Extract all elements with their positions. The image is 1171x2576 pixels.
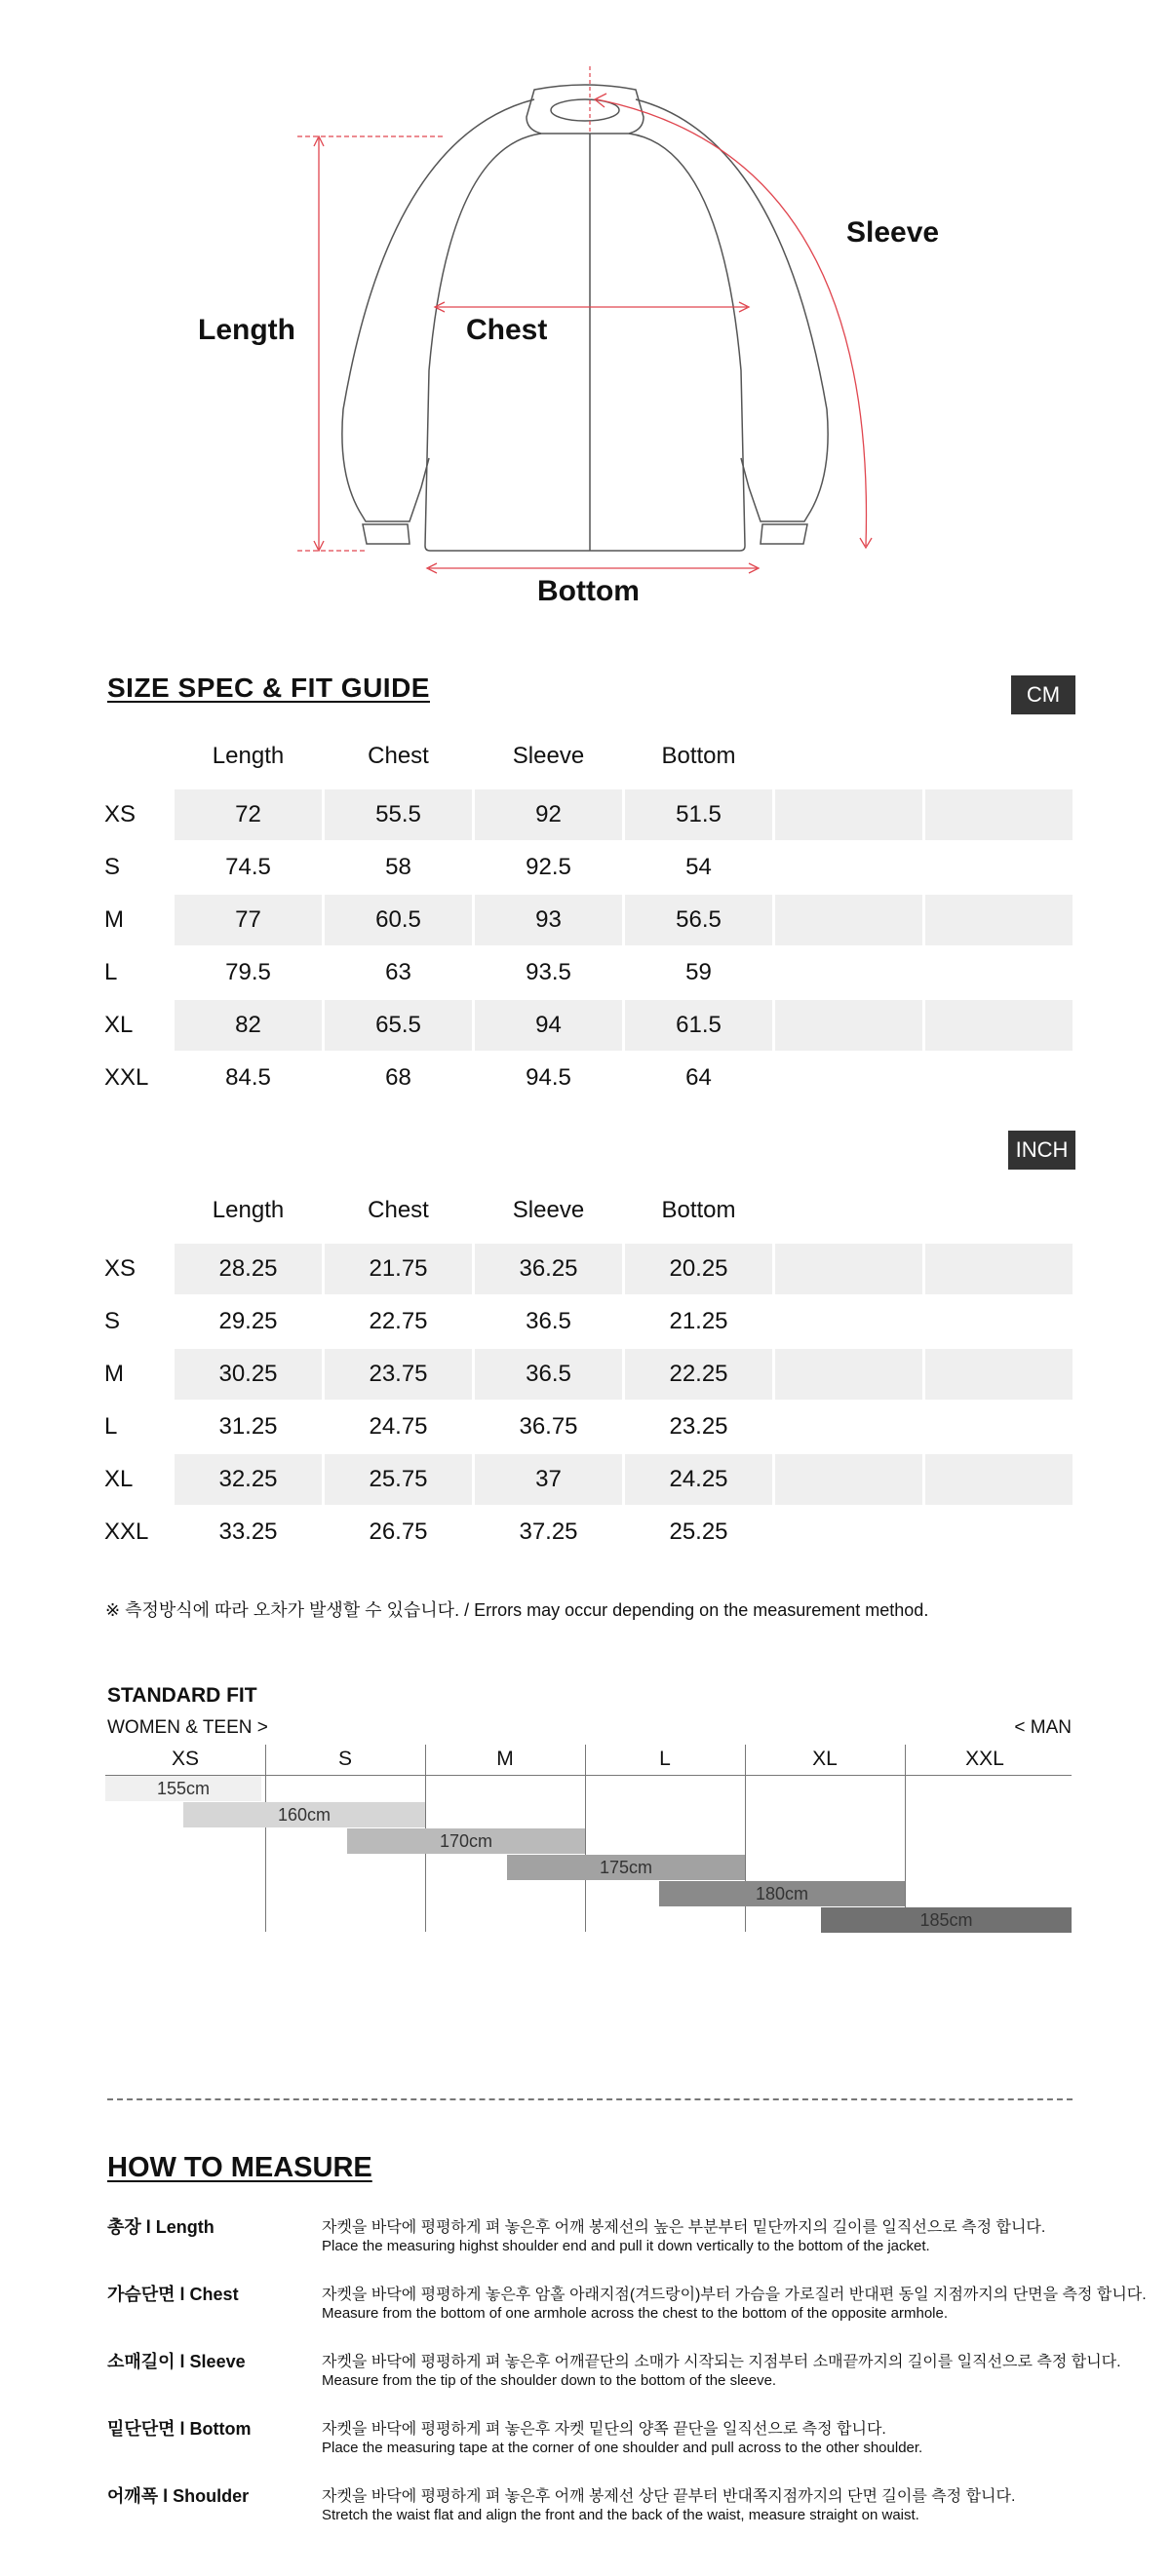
fit-divider — [265, 1745, 266, 1932]
table-row — [104, 789, 1072, 842]
table-row — [104, 947, 1072, 1000]
section-separator — [107, 2098, 1073, 2100]
diagram-label-length: Length — [198, 314, 295, 346]
measure-desc-ko: 자켓을 바닥에 평평하게 펴 놓은후 어깨 봉제선 상단 끝부터 반대쪽지점까지의 단면 길이를 측정 합니다. — [322, 2488, 1016, 2505]
table-cell: 20.25 — [625, 1244, 772, 1294]
fit-divider — [905, 1745, 906, 1932]
table-cell — [925, 1000, 1073, 1051]
measure-label: 밑단단면 l Bottom — [107, 2419, 252, 2439]
row-size-label: XXL — [104, 1519, 149, 1545]
size-table-inch — [104, 1197, 1072, 1559]
table-cell — [775, 1349, 922, 1400]
row-size-label: M — [104, 1361, 124, 1387]
table-cell: 33.25 — [218, 1519, 278, 1545]
table-cell: 84.5 — [225, 1064, 271, 1091]
table-cell: 64 — [685, 1064, 712, 1091]
how-to-measure-title: HOW TO MEASURE — [107, 2152, 372, 2183]
table-row — [104, 842, 1072, 895]
table-cell: 58 — [385, 854, 411, 880]
row-size-label: XL — [104, 1466, 134, 1492]
fit-size-label: XS — [171, 1748, 199, 1770]
fit-size-label: XXL — [965, 1748, 1004, 1770]
table-cell — [925, 1244, 1073, 1294]
table-row — [104, 1053, 1072, 1105]
diagram-label-bottom: Bottom — [537, 575, 640, 607]
table-header-row — [104, 743, 1072, 789]
table-cell: 68 — [385, 1064, 411, 1091]
table-cell — [775, 1244, 922, 1294]
table-cell — [925, 1454, 1073, 1505]
fit-size-label: M — [496, 1748, 514, 1770]
table-cell: 23.75 — [325, 1349, 472, 1400]
table-row — [104, 1296, 1072, 1349]
table-cell: 56.5 — [625, 895, 772, 945]
fit-size-label: L — [659, 1748, 671, 1770]
header-cell: Bottom — [661, 1197, 736, 1223]
header-cell: Sleeve — [512, 1197, 585, 1223]
table-cell — [925, 842, 1073, 893]
header-cell: Bottom — [661, 743, 736, 769]
table-cell: 24.75 — [369, 1413, 428, 1440]
table-cell — [775, 1296, 922, 1347]
measure-label: 총장 l Length — [107, 2217, 215, 2237]
table-cell — [925, 1402, 1073, 1452]
table-cell: 74.5 — [225, 854, 271, 880]
table-row — [104, 1349, 1072, 1402]
row-size-label: S — [104, 1308, 121, 1334]
standard-fit-title: STANDARD FIT — [107, 1684, 257, 1707]
table-cell — [775, 947, 922, 998]
table-cell: 32.25 — [175, 1454, 322, 1505]
section-title-size-spec: SIZE SPEC & FIT GUIDE — [107, 673, 430, 703]
unit-badge-cm: CM — [1011, 675, 1075, 714]
table-cell: 26.75 — [369, 1519, 428, 1545]
jacket-illustration — [0, 0, 1171, 624]
table-cell: 36.25 — [475, 1244, 622, 1294]
row-size-label: XS — [104, 1255, 137, 1282]
table-cell — [775, 1402, 922, 1452]
diagram-label-sleeve: Sleeve — [846, 216, 940, 249]
fit-height-bar-170: 170cm — [347, 1828, 585, 1854]
table-cell: 22.25 — [625, 1349, 772, 1400]
fit-right-label: < MAN — [1014, 1717, 1072, 1738]
header-cell: Length — [212, 1197, 285, 1223]
table-cell: 37 — [475, 1454, 622, 1505]
measure-desc-ko: 자켓을 바닥에 평평하게 펴 놓은후 어깨끝단의 소매가 시작되는 지점부터 소매끝까지의 길이를 일직선으로 측정 합니다. — [322, 2354, 1121, 2370]
table-cell: 37.25 — [519, 1519, 578, 1545]
header-cell: Sleeve — [512, 743, 585, 769]
unit-badge-inch: INCH — [1008, 1131, 1075, 1170]
table-cell: 28.25 — [175, 1244, 322, 1294]
table-row — [104, 1507, 1072, 1559]
table-cell: 54 — [685, 854, 712, 880]
table-cell: 51.5 — [625, 789, 772, 840]
table-cell: 72 — [175, 789, 322, 840]
table-cell — [775, 1053, 922, 1103]
table-cell: 92.5 — [526, 854, 571, 880]
table-cell: 94 — [475, 1000, 622, 1051]
table-cell: 25.25 — [669, 1519, 728, 1545]
fit-size-label: S — [337, 1748, 352, 1770]
row-size-label: L — [104, 1413, 118, 1440]
table-cell — [925, 1507, 1073, 1557]
measure-desc-ko: 자켓을 바닥에 평평하게 펴 놓은후 자켓 밑단의 양쪽 끝단을 일직선으로 측정 합니다. — [322, 2421, 886, 2438]
table-header-row — [104, 1197, 1072, 1244]
row-size-label: S — [104, 854, 121, 880]
table-cell: 59 — [685, 959, 712, 985]
fit-left-label: WOMEN & TEEN > — [107, 1717, 268, 1738]
table-cell: 36.5 — [526, 1308, 571, 1334]
row-size-label: XXL — [104, 1064, 149, 1091]
measure-label: 소매길이 l Sleeve — [107, 2352, 246, 2371]
fit-height-bar-185: 185cm — [821, 1907, 1072, 1933]
table-cell: 61.5 — [625, 1000, 772, 1051]
header-cell: Chest — [368, 1197, 429, 1223]
measure-desc-en: Place the measuring highst shoulder end and pull it down vertically to the bottom of the jacket. — [322, 2238, 930, 2254]
fit-divider — [585, 1745, 586, 1932]
table-cell — [775, 1000, 922, 1051]
fit-size-label: XL — [812, 1748, 838, 1770]
table-cell: 23.25 — [669, 1413, 728, 1440]
table-cell: 93.5 — [526, 959, 571, 985]
measure-desc-en: Measure from the bottom of one armhole across the chest to the bottom of the opposite armhole. — [322, 2305, 949, 2322]
fit-height-bar-180: 180cm — [659, 1881, 905, 1906]
table-cell — [775, 1507, 922, 1557]
table-row — [104, 1454, 1072, 1507]
measure-desc-ko: 자켓을 바닥에 평평하게 놓은후 암홀 아래지점(겨드랑이)부터 가슴을 가로질러 반대편 동일 지점까지의 단면을 측정 합니다. — [322, 2287, 1147, 2303]
row-size-label: XS — [104, 801, 137, 827]
table-cell: 94.5 — [526, 1064, 571, 1091]
jacket-diagram — [0, 0, 1171, 624]
table-cell — [925, 1296, 1073, 1347]
table-cell: 55.5 — [325, 789, 472, 840]
measure-desc-en: Stretch the waist flat and align the front and the back of the waist, measure straight on waist. — [322, 2507, 919, 2523]
fit-height-bar-155: 155cm — [105, 1776, 261, 1801]
table-cell: 82 — [175, 1000, 322, 1051]
table-cell — [775, 842, 922, 893]
measure-desc-ko: 자켓을 바닥에 평평하게 펴 놓은후 어깨 봉제선의 높은 부분부터 밑단까지의 길이를 일직선으로 측정 합니다. — [322, 2219, 1046, 2236]
table-cell: 25.75 — [325, 1454, 472, 1505]
table-cell: 77 — [175, 895, 322, 945]
fit-height-bar-160: 160cm — [183, 1802, 425, 1827]
table-cell — [925, 895, 1073, 945]
table-cell: 93 — [475, 895, 622, 945]
table-cell: 21.75 — [325, 1244, 472, 1294]
table-cell: 29.25 — [218, 1308, 278, 1334]
table-cell: 65.5 — [325, 1000, 472, 1051]
table-cell — [925, 789, 1073, 840]
size-table-cm — [104, 743, 1072, 1105]
diagram-label-chest: Chest — [466, 314, 548, 346]
header-cell: Length — [212, 743, 285, 769]
table-cell — [925, 1349, 1073, 1400]
table-cell — [775, 895, 922, 945]
table-cell: 79.5 — [225, 959, 271, 985]
measure-label: 어깨폭 l Shoulder — [107, 2486, 250, 2506]
row-size-label: XL — [104, 1012, 134, 1038]
table-cell: 22.75 — [369, 1308, 428, 1334]
table-row — [104, 895, 1072, 947]
measure-desc-en: Place the measuring tape at the corner of one shoulder and pull across to the other shoulder. — [322, 2440, 923, 2456]
measurement-note: ※ 측정방식에 따라 오차가 발생할 수 있습니다. / Errors may occur depending on the measurement method. — [105, 1600, 929, 1620]
table-cell: 36.5 — [475, 1349, 622, 1400]
table-cell: 92 — [475, 789, 622, 840]
table-cell: 21.25 — [669, 1308, 728, 1334]
header-cell: Chest — [368, 743, 429, 769]
table-cell: 36.75 — [519, 1413, 578, 1440]
row-size-label: L — [104, 959, 118, 985]
row-size-label: M — [104, 906, 124, 933]
table-cell: 60.5 — [325, 895, 472, 945]
table-row — [104, 1244, 1072, 1296]
table-cell: 30.25 — [175, 1349, 322, 1400]
table-cell: 31.25 — [218, 1413, 278, 1440]
table-cell — [925, 1053, 1073, 1103]
table-cell — [775, 1454, 922, 1505]
table-cell: 63 — [385, 959, 411, 985]
measure-desc-en: Measure from the tip of the shoulder down to the bottom of the sleeve. — [322, 2372, 777, 2389]
table-row — [104, 1000, 1072, 1053]
table-cell — [925, 947, 1073, 998]
table-cell: 24.25 — [625, 1454, 772, 1505]
table-cell — [775, 789, 922, 840]
measure-label: 가슴단면 l Chest — [107, 2285, 239, 2304]
table-row — [104, 1402, 1072, 1454]
fit-height-bar-175: 175cm — [507, 1855, 745, 1880]
